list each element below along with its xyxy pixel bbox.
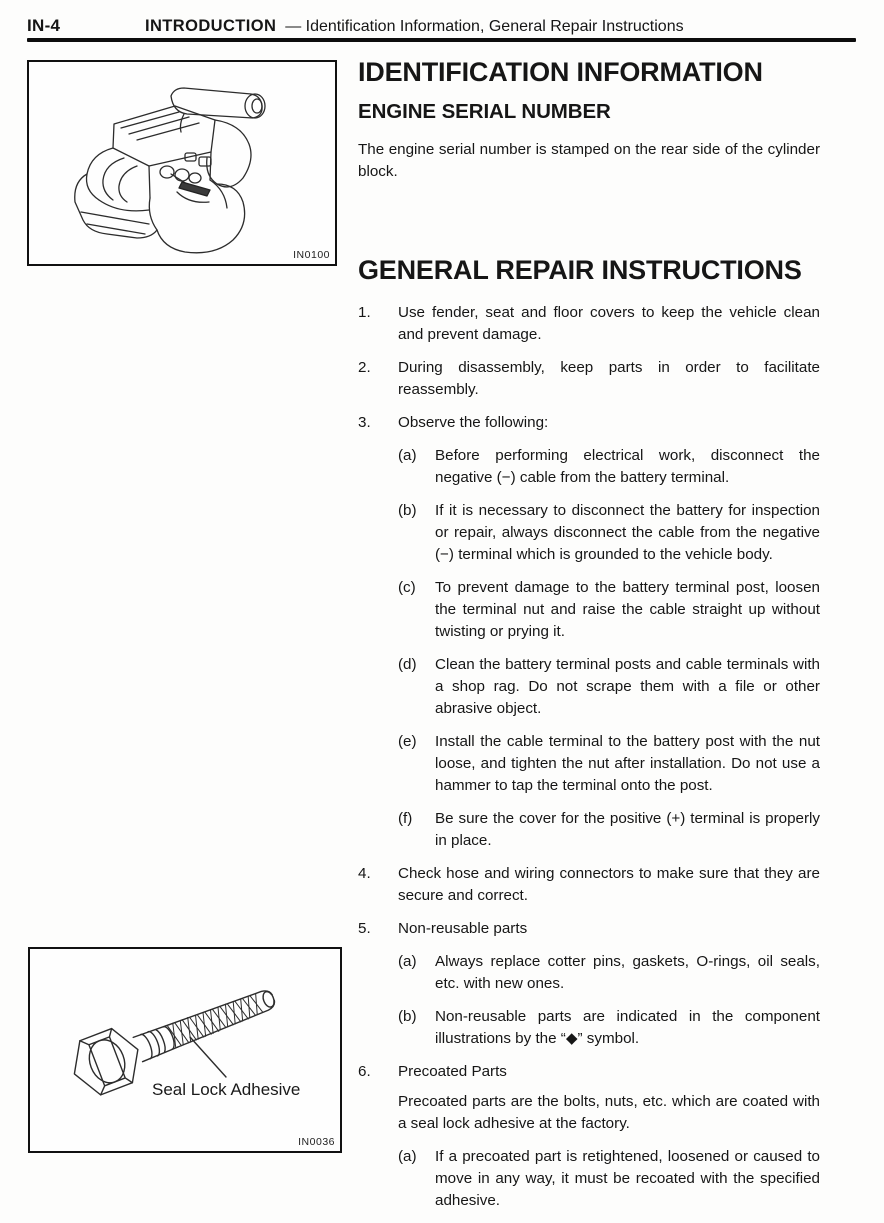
figure-bolt — [28, 947, 342, 1153]
item-number: 4. — [358, 865, 371, 883]
header-section: INTRODUCTION — [145, 17, 277, 35]
header-rule — [27, 38, 856, 42]
sub-number: (a) — [398, 953, 417, 971]
identification-title: IDENTIFICATION INFORMATION — [358, 57, 763, 87]
sub-number: (c) — [398, 579, 416, 597]
list-item — [358, 357, 820, 401]
sub-list — [398, 445, 820, 852]
sub-text: Install the cable terminal to the battery post with the nut loose, and tighten the nut after installation. Do not use a hammer to tap the terminal onto the post. — [435, 733, 820, 795]
item-text: Observe the following: — [398, 414, 549, 432]
engine-line-drawing — [29, 62, 331, 260]
item-text: Non-reusable parts — [398, 920, 528, 938]
item-number: 3. — [358, 414, 371, 432]
engine-serial-heading: ENGINE SERIAL NUMBER — [358, 100, 611, 124]
repair-title: GENERAL REPAIR INSTRUCTIONS — [358, 255, 802, 286]
item-text: Use fender, seat and floor covers to keep the vehicle clean and prevent damage. — [398, 304, 820, 344]
sub-item — [398, 1006, 820, 1050]
repair-list — [358, 302, 820, 1212]
sub-text: If it is necessary to disconnect the battery for inspection or repair, always disconnect the cable from the negative (−) terminal which is grounded to the vehicle body. — [435, 502, 820, 564]
sub-list — [398, 951, 820, 1050]
sub-item — [398, 577, 820, 643]
sub-item — [398, 731, 820, 797]
sub-text: To prevent damage to the battery terminal post, loosen the terminal nut and raise the cable straight up without twisting or prying it. — [435, 579, 820, 641]
sub-item — [398, 445, 820, 489]
page-header — [27, 16, 856, 36]
bolt-line-drawing — [30, 949, 336, 1147]
item-text: During disassembly, keep parts in order to facilitate reassembly. — [398, 359, 820, 399]
list-item — [358, 863, 820, 907]
item-number: 1. — [358, 304, 371, 322]
page-code: IN-4 — [27, 16, 61, 35]
list-item — [358, 412, 820, 852]
sub-text: Always replace cotter pins, gaskets, O-rings, oil seals, etc. with new ones. — [435, 953, 820, 993]
figure-engine-code: IN0100 — [293, 249, 330, 261]
sub-item — [398, 1146, 820, 1212]
figure-bolt-code: IN0036 — [298, 1136, 335, 1148]
bolt-callout-label: Seal Lock Adhesive — [152, 1080, 301, 1099]
header-subtitle: — Identification Information, General Repair Instructions — [285, 18, 684, 35]
figure-engine — [27, 60, 337, 266]
sub-list — [398, 1146, 820, 1212]
sub-item — [398, 654, 820, 720]
sub-number: (d) — [398, 656, 417, 674]
item-number: 6. — [358, 1063, 371, 1081]
sub-item — [398, 500, 820, 566]
content-column — [358, 57, 820, 1223]
sub-item — [398, 808, 820, 852]
item-paragraph: Precoated parts are the bolts, nuts, etc. which are coated with a seal lock adhesive at the factory. — [398, 1093, 820, 1133]
item-text: Precoated Parts — [398, 1063, 507, 1081]
sub-number: (e) — [398, 733, 417, 751]
header-title — [145, 17, 684, 36]
list-item — [358, 1061, 820, 1212]
sub-number: (b) — [398, 502, 417, 520]
sub-text: Be sure the cover for the positive (+) terminal is properly in place. — [435, 810, 820, 850]
sub-item — [398, 951, 820, 995]
sub-text: Before performing electrical work, disconnect the negative (−) cable from the battery terminal. — [435, 447, 820, 487]
engine-serial-body: The engine serial number is stamped on the rear side of the cylinder block. — [358, 141, 820, 181]
sub-number: (a) — [398, 1148, 417, 1166]
sub-number: (f) — [398, 810, 413, 828]
item-number: 2. — [358, 359, 371, 377]
sub-number: (a) — [398, 447, 417, 465]
item-number: 5. — [358, 920, 371, 938]
sub-text: Clean the battery terminal posts and cable terminals with a shop rag. Do not scrape them with a file or other abrasive object. — [435, 656, 820, 718]
sub-text: Non-reusable parts are indicated in the component illustrations by the “◆” symbol. — [435, 1008, 820, 1048]
list-item — [358, 918, 820, 1050]
sub-number: (b) — [398, 1008, 417, 1026]
item-text: Check hose and wiring connectors to make sure that they are secure and correct. — [398, 865, 820, 905]
list-item — [358, 302, 820, 346]
sub-text: If a precoated part is retightened, loosened or caused to move in any way, it must be recoated with the specified adhesive. — [435, 1148, 820, 1210]
